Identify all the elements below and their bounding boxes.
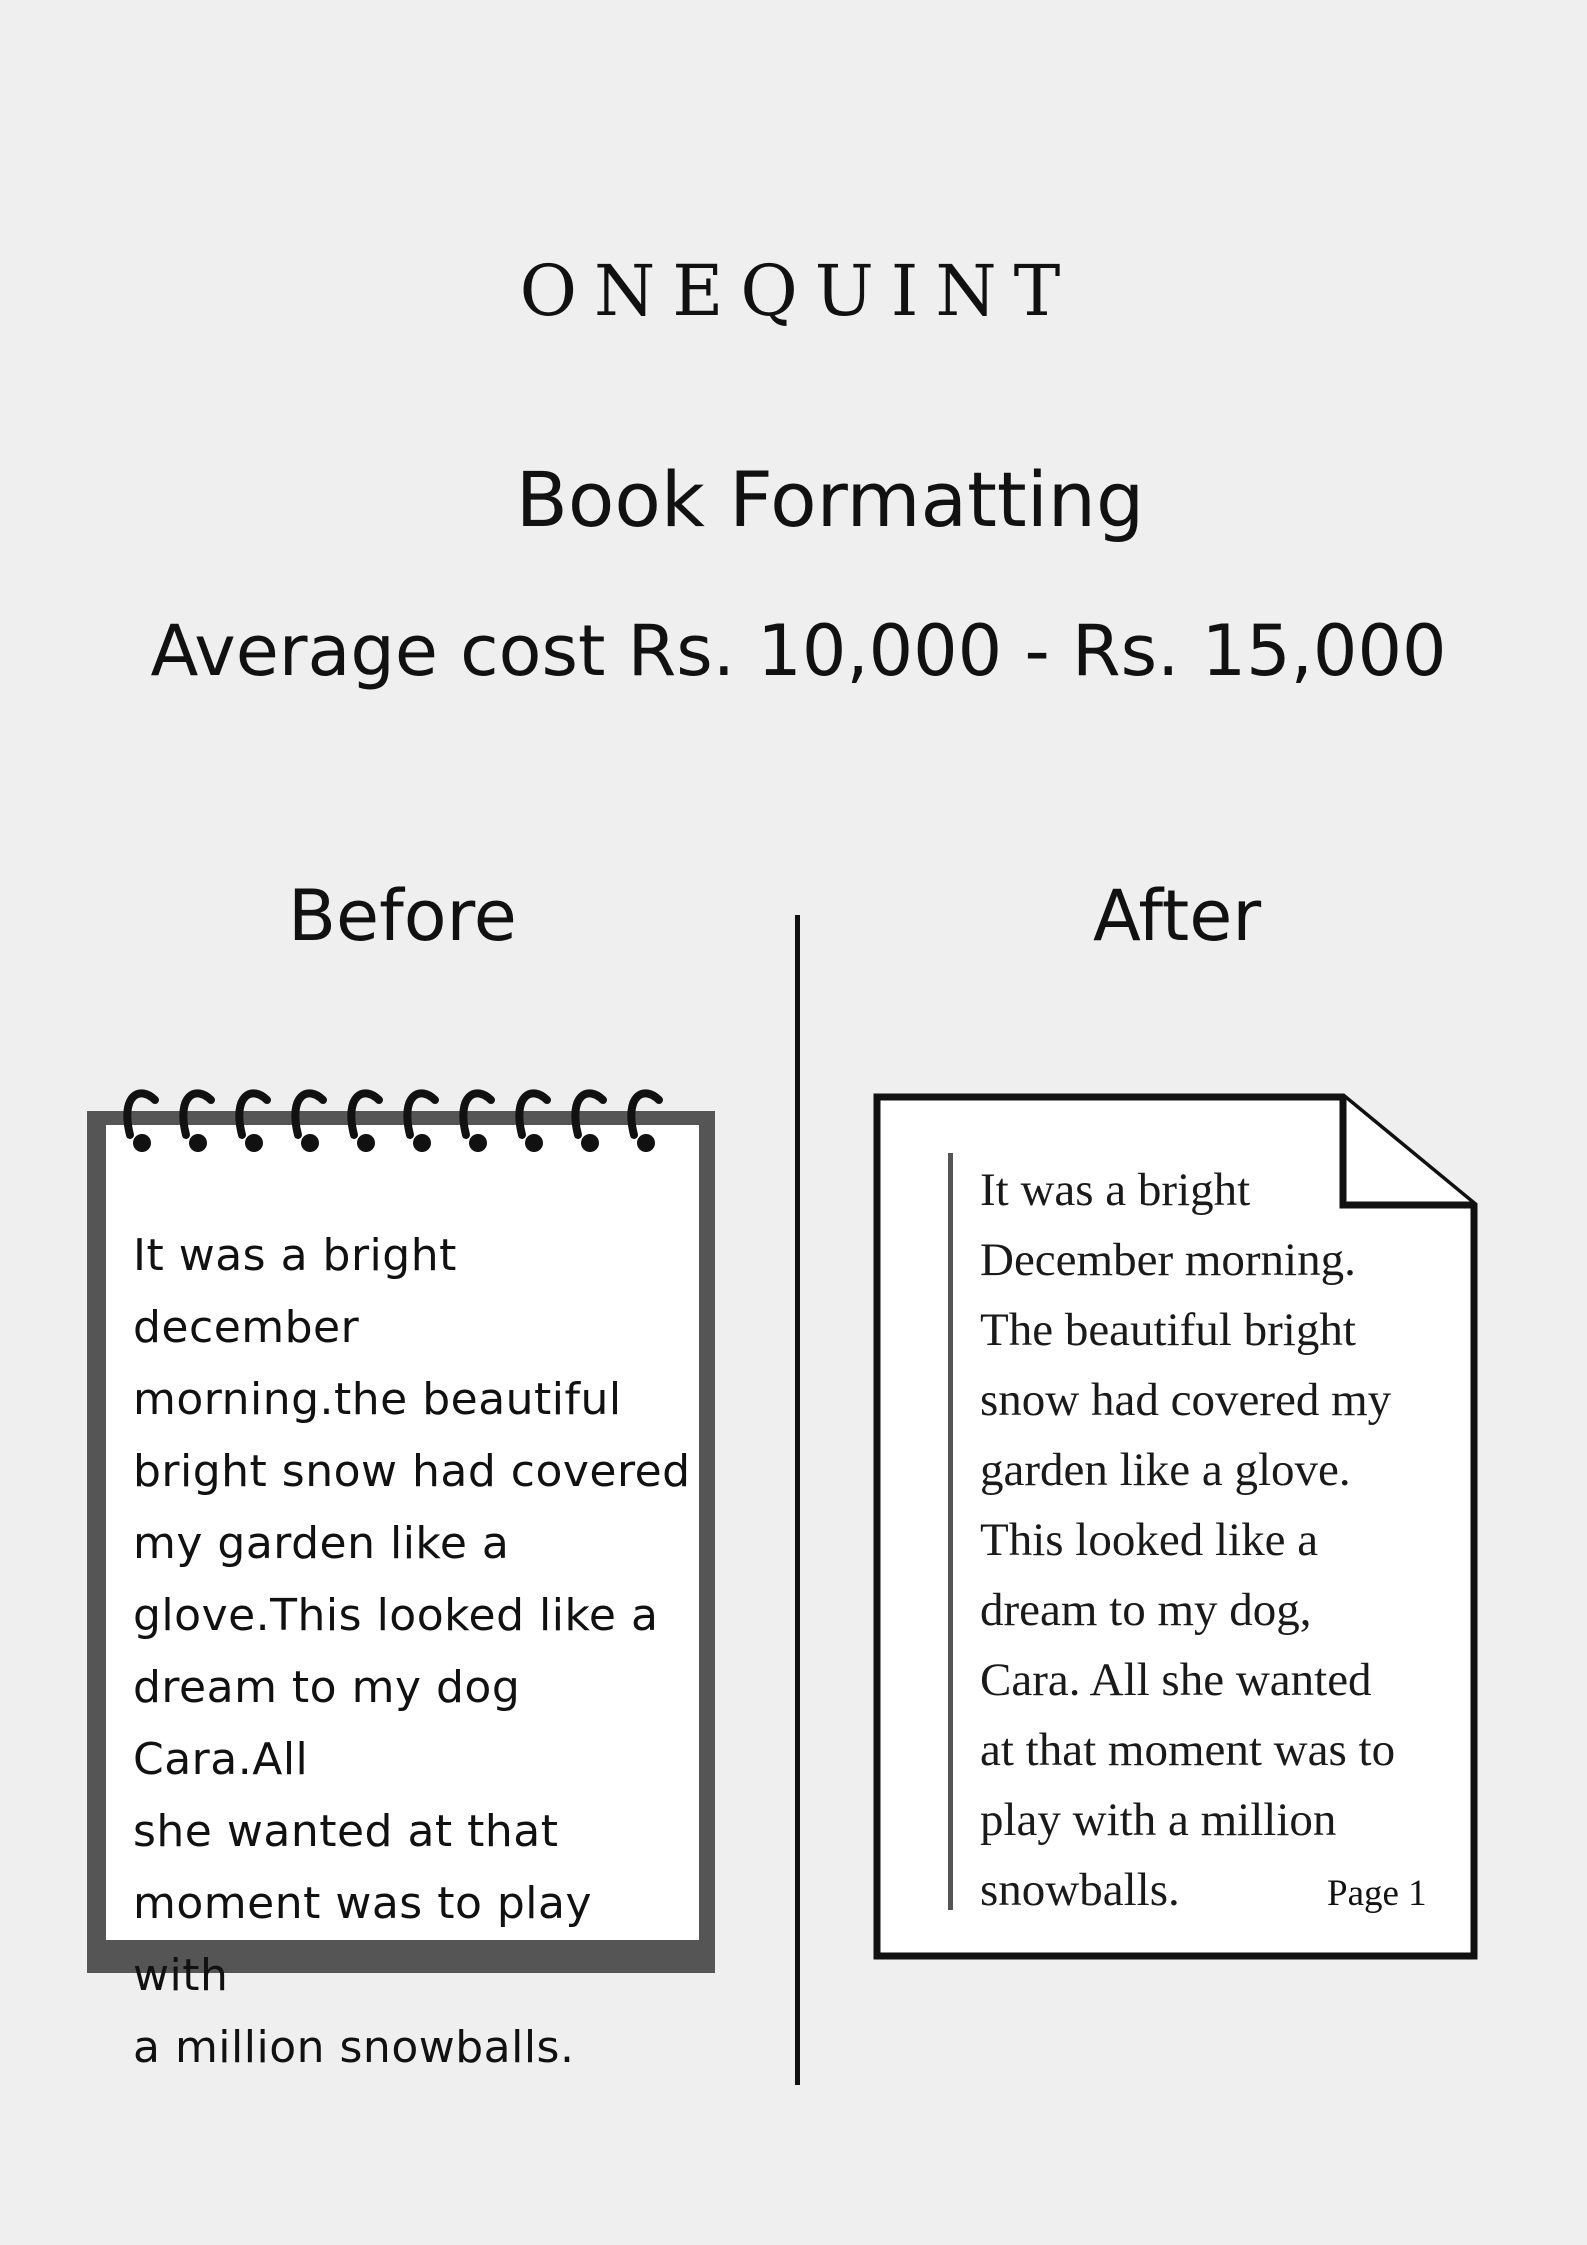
average-cost: Average cost Rs. 10,000 - Rs. 15,000 — [150, 610, 1447, 692]
before-label: Before — [288, 875, 517, 957]
column-divider — [795, 915, 800, 2085]
page-title: Book Formatting — [515, 455, 1145, 544]
before-sample-text: It was a bright december morning.the beautiful bright snow had covered my garden like a glove.This looked like a dream to my dog Cara.All she wanted at that moment was to play with a million snowballs. — [133, 1230, 691, 2073]
after-label: After — [1093, 875, 1262, 957]
after-sample-text: It was a bright December morning. The beautiful bright snow had covered my garden like a glove. This looked like a dream to my dog, Cara. All she wanted at that moment was to play with a million snowballs. — [980, 1164, 1396, 1916]
brand-logo-text: ONEQUINT — [519, 250, 1078, 332]
page-margin-line — [948, 1153, 953, 1910]
spiral-binding-icon — [100, 1075, 690, 1175]
page-number: Page 1 — [1327, 1873, 1427, 1914]
